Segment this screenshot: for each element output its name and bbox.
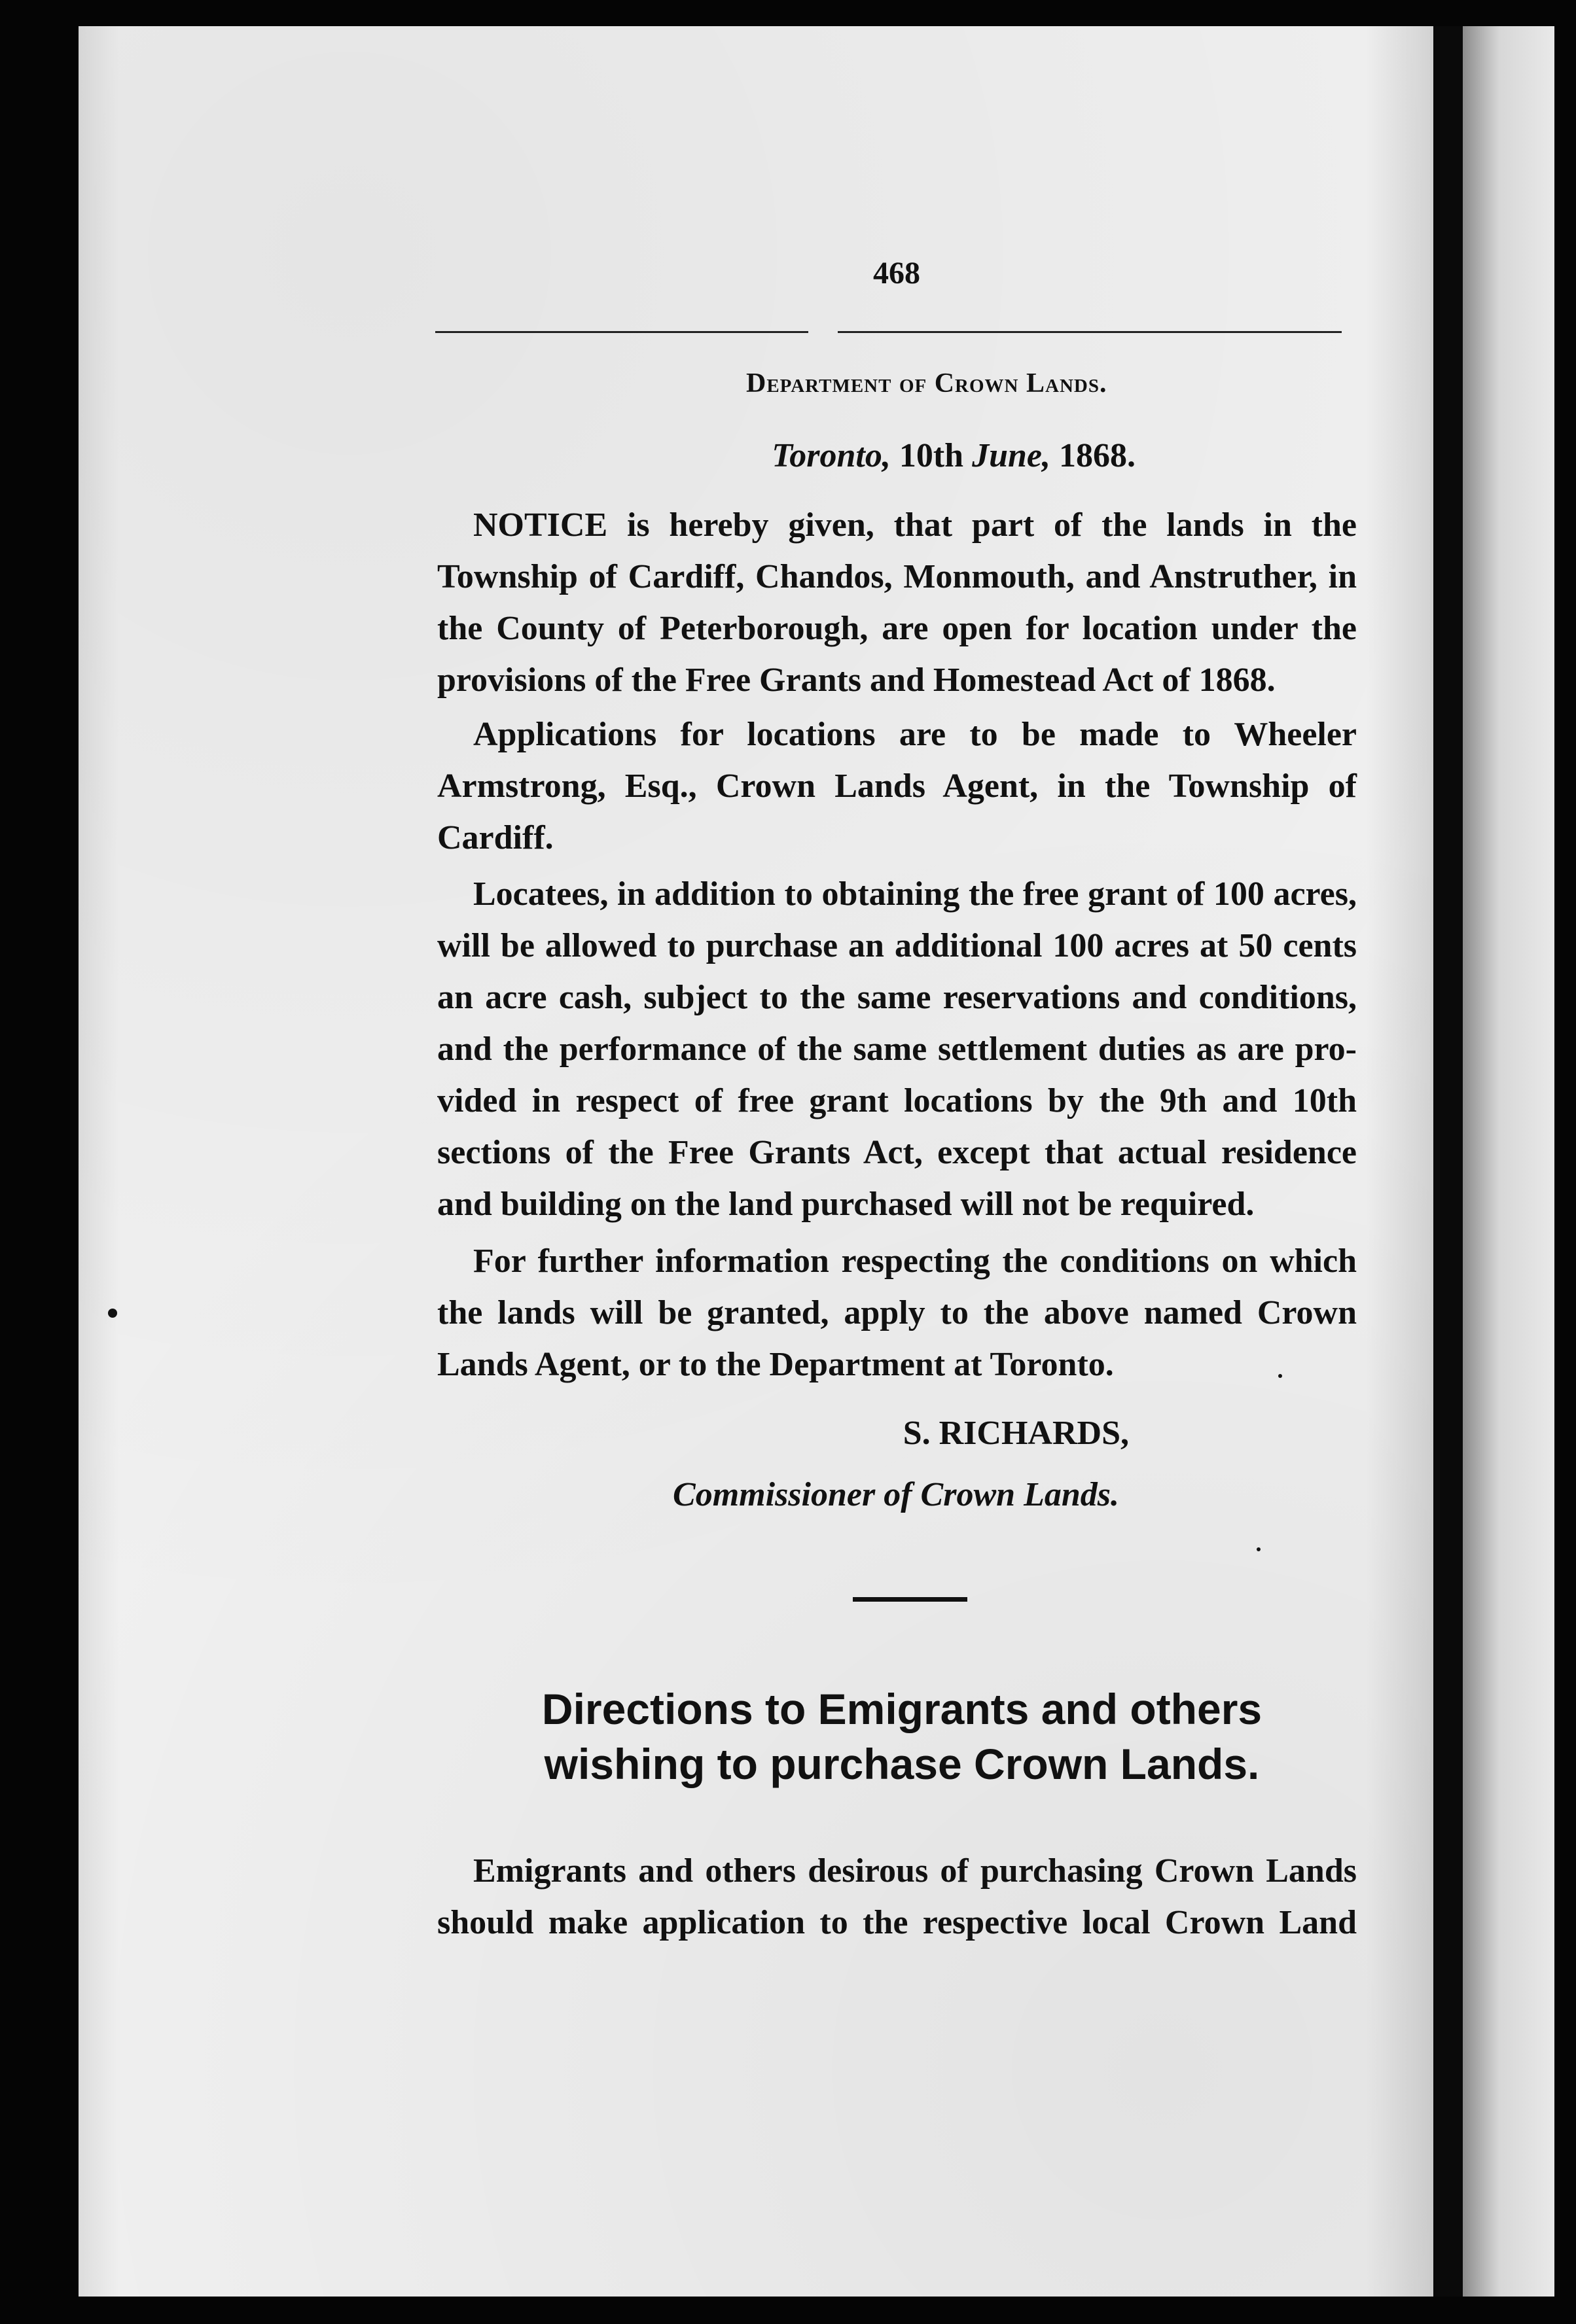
scan-speck: [1278, 1374, 1282, 1378]
scan-speck: [108, 1309, 117, 1318]
text-line: Lands Agent, or to the Department at Toronto.: [437, 1346, 1114, 1383]
further-information-paragraph: [437, 1235, 1357, 1390]
text-line: Applications for locations are to be made to Wheeler: [473, 716, 1357, 753]
adjacent-page-edge: [1463, 26, 1554, 2297]
text-line: should make application to the respective local Crown Land: [437, 1904, 1357, 1941]
text-line: and building on the land purchased will not be required.: [437, 1186, 1255, 1223]
text-line: Armstrong, Esq., Crown Lands Agent, in the Township of: [437, 767, 1357, 805]
text-line: For further information respecting the conditions on which: [473, 1242, 1357, 1280]
dateline-day: 10th: [899, 437, 964, 474]
text-line: the County of Peterborough, are open for location under the: [437, 610, 1357, 647]
text-line: will be allowed to purchase an additional 100 acres at 50 cents: [437, 927, 1357, 964]
dateline-month: June,: [972, 437, 1050, 474]
signature-name: S. RICHARDS,: [903, 1415, 1129, 1452]
text-line: and the performance of the same settlement duties as are pro-: [437, 1030, 1357, 1068]
text-line: Emigrants and others desirous of purchasing Crown Lands: [473, 1852, 1357, 1890]
page-number: 468: [873, 256, 920, 290]
text-line: provisions of the Free Grants and Homestead Act of 1868.: [437, 661, 1276, 699]
show-through-text: [393, 1554, 401, 1589]
directions-heading: [437, 1681, 1367, 1791]
header-rule-right: [838, 331, 1342, 333]
applications-paragraph: [437, 709, 1357, 864]
book-page: [79, 26, 1433, 2297]
heading-line: wishing to purchase Crown Lands.: [544, 1740, 1260, 1788]
notice-paragraph: [437, 499, 1357, 706]
text-line: an acre cash, subject to the same reservations and conditions,: [437, 979, 1357, 1016]
header-rule-left: [435, 331, 808, 333]
text-line: the lands will be granted, apply to the above named Crown: [437, 1294, 1357, 1331]
signature-title: Commissioner of Crown Lands.: [673, 1476, 1119, 1513]
scan-speck: [1257, 1547, 1261, 1551]
text-line: Cardiff.: [437, 819, 554, 856]
directions-paragraph: [437, 1845, 1357, 1948]
text-line: Township of Cardiff, Chandos, Monmouth, and Anstruther, in: [437, 558, 1357, 595]
text-line: sections of the Free Grants Act, except that actual residence: [437, 1134, 1357, 1171]
dateline: [772, 436, 1136, 475]
locatees-paragraph: [437, 868, 1357, 1230]
text-line: NOTICE is hereby given, that part of the lands in the: [473, 506, 1357, 544]
text-line: vided in respect of free grant locations by the 9th and 10th: [437, 1082, 1357, 1119]
gutter-shadow: [1433, 26, 1463, 2297]
heading-line: Directions to Emigrants and others: [541, 1685, 1263, 1733]
dateline-year: 1868.: [1059, 437, 1136, 474]
text-line: Locatees, in addition to obtaining the free grant of 100 acres,: [473, 875, 1357, 913]
dateline-place: Toronto,: [772, 437, 891, 474]
department-heading: Department of Crown Lands.: [746, 368, 1107, 398]
section-divider: [853, 1597, 967, 1602]
